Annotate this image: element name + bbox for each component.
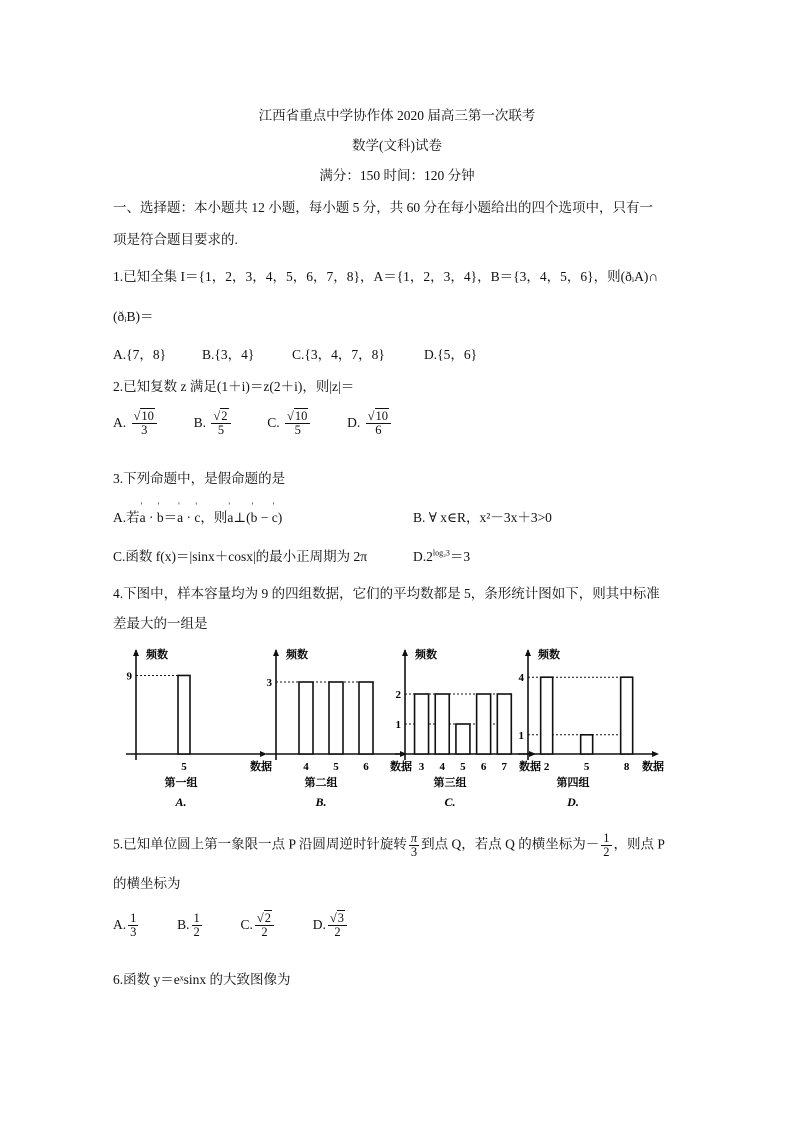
x-tick-label: 4 xyxy=(303,761,309,773)
dot-operator: · xyxy=(183,510,195,525)
y-axis-label: 频数 xyxy=(146,649,168,661)
q3-a-prefix: A.若 xyxy=(113,510,140,525)
q2-c-radicand: 10 xyxy=(294,409,308,423)
q5-q-abscissa xyxy=(601,832,611,859)
q3-d-exponent: log₂3 xyxy=(432,548,450,558)
x-tick-label: 7 xyxy=(501,761,508,773)
q1-stem-line2: (ðᵢB)＝ xyxy=(113,309,154,324)
q5-d-denominator: 2 xyxy=(334,925,341,940)
y-tick-label: 9 xyxy=(126,670,132,683)
exam-subject: 数学(文科)试卷 xyxy=(352,138,442,153)
q2-d-radicand: 10 xyxy=(375,409,389,423)
vector-c: ' c xyxy=(194,510,200,525)
y-tick-label: 2 xyxy=(395,689,401,701)
dot-operator: · xyxy=(145,510,157,525)
y-tick-label: 1 xyxy=(395,719,401,731)
q5-a-denominator: 3 xyxy=(130,925,137,940)
y-axis-label: 频数 xyxy=(415,649,437,661)
bar xyxy=(178,675,190,754)
vector-a: ' a xyxy=(177,510,183,525)
q5-a-numerator: 1 xyxy=(130,911,137,925)
q3-d-label: D. xyxy=(413,549,427,564)
q4-bar-charts xyxy=(108,642,688,820)
x-tick-label: 3 xyxy=(418,761,425,773)
bar xyxy=(541,677,553,754)
q1-option-d: D.{5，6} xyxy=(424,347,478,362)
x-tick-label: 2 xyxy=(543,761,550,773)
q2-option-a xyxy=(113,409,162,438)
q5-c-radicand: 2 xyxy=(264,911,272,925)
q1-option-c: C.{3，4，7，8} xyxy=(292,347,385,362)
x-tick-label: 5 xyxy=(460,761,466,773)
q5-option-d: D. $\frac{√3}{2}$ xyxy=(313,917,349,932)
q5-c-denominator: 2 xyxy=(261,925,268,940)
y-tick-label: 1 xyxy=(518,729,524,742)
chart-title: 第三组 xyxy=(433,777,467,789)
y-axis-arrow xyxy=(273,649,279,656)
q5-option-d-label: D. xyxy=(312,916,326,932)
chart-option-label: B. xyxy=(315,795,327,809)
q5-option-c-label: C. xyxy=(240,916,253,932)
y-tick-label: 4 xyxy=(518,672,524,685)
q4-stem-line1: 4.下图中，样本容量均为 9 的四组数据，它们的平均数都是 5，条形统计图如下，则其中标准 xyxy=(113,586,660,601)
q2-option-c-value: $\frac{√10}{5}$ xyxy=(285,410,310,437)
q5-text-2: 到点 Q，若点 Q 的横坐标为－ xyxy=(421,836,600,852)
x-tick-label: 6 xyxy=(363,761,369,773)
bar xyxy=(359,682,373,754)
q3-d-result: ＝3 xyxy=(449,549,471,564)
x-tick-label: 4 xyxy=(439,761,445,773)
q2-a-denominator: 3 xyxy=(141,423,148,438)
y-axis-label: 频数 xyxy=(286,649,308,661)
chart-option-label: A. xyxy=(175,795,187,809)
q2-options xyxy=(113,410,393,437)
q3-option-a xyxy=(113,506,282,526)
bar xyxy=(497,694,511,754)
q2-option-a-value: $\frac{√10}{3}$ xyxy=(132,410,157,437)
q5-stem-line2: 的横坐标为 xyxy=(113,876,181,891)
bar xyxy=(435,694,449,754)
chart-title: 第一组 xyxy=(164,777,198,789)
q5-text-3: ，则点 P xyxy=(613,836,665,852)
q2-c-denominator: 5 xyxy=(294,423,301,438)
q5-b-numerator: 1 xyxy=(193,911,200,925)
x-tick-label: 5 xyxy=(333,761,339,773)
x-axis-arrow xyxy=(652,751,659,757)
x-tick-label: 5 xyxy=(583,761,590,773)
perp-sign: ⊥( xyxy=(233,510,251,525)
x-axis-label: 数据 xyxy=(519,761,541,773)
minus-sign: − xyxy=(257,510,272,525)
chart-group-1 xyxy=(126,647,272,809)
then-text: ，则 xyxy=(200,510,228,525)
section-instructions-line2: 项是符合题目要求的. xyxy=(113,232,238,247)
q5-stem-line1 xyxy=(113,832,665,859)
q3-option-b: B. ∀ x∈R，x²－3x＋3>0 xyxy=(413,510,552,525)
q2-stem: 2.已知复数 z 满足(1＋i)＝z(2＋i)，则|z|＝ xyxy=(113,379,355,394)
q2-b-denominator: 5 xyxy=(217,423,225,438)
q5-rotation-angle xyxy=(409,832,419,859)
q2-d-denominator: 6 xyxy=(375,423,382,438)
bar xyxy=(415,694,429,754)
q5-options xyxy=(113,912,349,939)
equals-sign: ＝ xyxy=(163,510,178,525)
vector-b: ' b xyxy=(251,510,258,525)
bar xyxy=(477,694,491,754)
q2-option-d xyxy=(347,409,393,438)
q3-d-base: 2 xyxy=(426,549,433,564)
q3-option-c: C.函数 f(x)＝|sinx＋cosx|的最小正周期为 2π xyxy=(113,549,368,564)
q2-b-radicand: 2 xyxy=(221,409,228,423)
bar xyxy=(299,682,313,754)
bar xyxy=(581,735,593,754)
q5-option-a xyxy=(113,911,140,940)
x-axis-label: 数据 xyxy=(390,761,412,773)
exam-title: 江西省重点中学协作体 2020 届高三第一次联考 xyxy=(258,108,536,123)
x-tick-label: 6 xyxy=(480,761,487,773)
q2-option-d-value: $\frac{√10}{6}$ xyxy=(366,410,391,437)
q2-option-b xyxy=(193,409,236,438)
x-axis-label: 数据 xyxy=(250,761,272,773)
q5-text-1: 5.已知单位圆上第一象限一点 P 沿圆周逆时针旋转 xyxy=(113,836,407,852)
bar xyxy=(621,677,633,754)
q2-option-a-label: A. xyxy=(113,414,127,430)
q2-option-b-label: B. xyxy=(193,414,207,430)
q1-option-b: B.{3，4} xyxy=(202,347,255,362)
q1-stem-line1: 1.已知全集 I＝{1，2，3，4，5，6，7，8}，A＝{1，2，3，4}，B＝{3，4，5，6}，则(ðᵢA)∩ xyxy=(113,269,659,284)
y-tick-label: 3 xyxy=(266,677,272,689)
vector-c: ' c xyxy=(272,510,278,525)
bar xyxy=(329,682,343,754)
chart-option-label: D. xyxy=(567,795,579,809)
chart-group-4 xyxy=(518,647,664,809)
vector-a: ' a xyxy=(140,510,146,525)
chart-option-label: C. xyxy=(444,795,456,809)
chart-group-2 xyxy=(266,647,412,809)
close-paren: ) xyxy=(277,510,283,525)
x-axis-arrow xyxy=(260,751,267,757)
q5-option-b xyxy=(177,911,204,940)
q2-option-d-label: D. xyxy=(347,414,361,430)
y-axis-arrow xyxy=(402,649,408,656)
q2-a-radicand: 10 xyxy=(141,409,154,423)
chart-title: 第四组 xyxy=(556,777,590,789)
q5-rot-numerator: π xyxy=(410,831,418,845)
q5-d-radicand: 3 xyxy=(337,911,345,925)
q6-stem: 6.函数 y＝eˣsinx 的大致图像为 xyxy=(113,972,291,987)
exam-info: 满分：150 时间：120 分钟 xyxy=(319,168,475,183)
q2-option-b-value: $\frac{√2}{5}$ xyxy=(211,410,230,437)
vector-b: ' b xyxy=(157,510,164,525)
q5-b-denominator: 2 xyxy=(193,925,200,940)
q5-x-numerator: 1 xyxy=(603,831,610,845)
y-axis-arrow xyxy=(525,649,531,656)
vector-a: ' a xyxy=(227,510,233,525)
q5-rot-denominator: 3 xyxy=(410,845,418,860)
chart-title: 第二组 xyxy=(304,777,338,789)
x-tick-label: 8 xyxy=(623,761,630,773)
q5-x-denominator: 2 xyxy=(603,845,610,860)
y-axis-label: 频数 xyxy=(538,649,560,661)
x-axis-label: 数据 xyxy=(642,761,664,773)
q4-stem-line2: 差最大的一组是 xyxy=(113,616,208,631)
y-axis-arrow xyxy=(133,649,139,656)
q2-option-c-label: C. xyxy=(267,414,280,430)
q5-option-a-label: A. xyxy=(113,916,127,932)
q2-option-c xyxy=(267,409,316,438)
bar xyxy=(456,724,470,754)
x-tick-label: 5 xyxy=(181,761,187,773)
q3-stem: 3.下列命题中，是假命题的是 xyxy=(113,471,286,486)
q3-option-d xyxy=(413,545,470,565)
section-instructions-line1: 一、选择题：本小题共 12 小题，每小题 5 分，共 60 分在每小题给出的四个选项中，只有一 xyxy=(113,200,653,215)
q5-option-b-label: B. xyxy=(177,916,190,932)
q1-option-a: A.{7，8} xyxy=(113,347,167,362)
q5-option-c: C. $\frac{√2}{2}$ xyxy=(241,917,277,932)
